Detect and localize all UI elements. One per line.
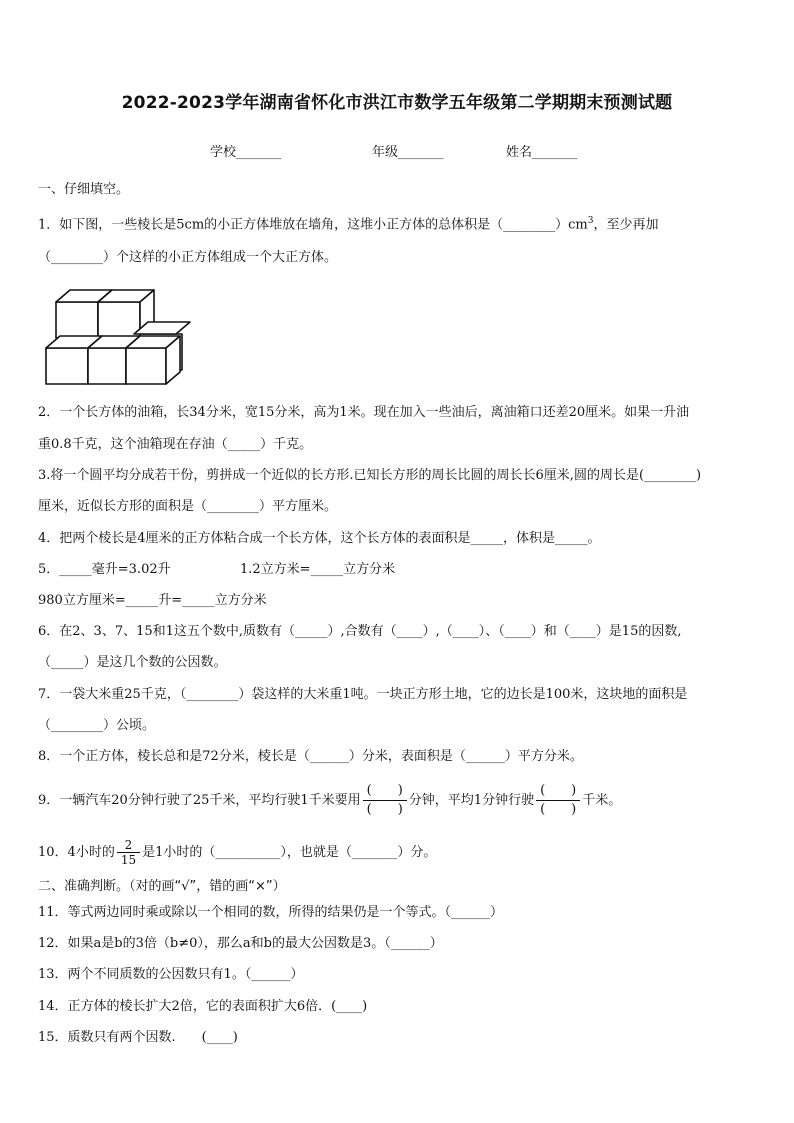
q5-part-a: 5．_____毫升=3.02升 — [38, 562, 171, 577]
question-14: 14．正方体的棱长扩大2倍，它的表面积扩大6倍．(____) — [38, 999, 368, 1014]
q9-text-c: 千米。 — [582, 793, 622, 808]
question-1-line-1 — [38, 212, 763, 234]
q1-text-b: ，至少再加 — [593, 217, 659, 233]
q9-fraction-2 — [536, 782, 580, 819]
q9-fraction-2-denominator: ( ) — [540, 802, 577, 817]
page-title: 2022-2023学年湖南省怀化市洪江市数学五年级第二学期期末预测试题 — [121, 93, 673, 113]
question-5-line-1 — [38, 561, 763, 579]
cube-bottom-3 — [126, 336, 180, 384]
grade-field: 年级_______ — [372, 145, 444, 160]
school-field: 学校_______ — [210, 145, 282, 160]
q1-text-a: 1．如下图，一些棱长是5cm的小正方体堆放在墙角，这堆小正方体的总体积是（________）cm — [38, 217, 588, 233]
question-4: 4．把两个棱长是4厘米的正方体粘合成一个长方体，这个长方体的表面积是_____，体积是_____。 — [38, 531, 601, 546]
q9-fraction-1-denominator: ( ) — [366, 802, 403, 817]
question-6-line-1: 6．在2、3、7、15和1这五个数中,质数有（_____）,合数有（____）,（____）、（____）和（____）是15的因数, — [38, 624, 682, 639]
q10-fraction-denominator: 15 — [120, 853, 137, 867]
q10-fraction — [117, 838, 140, 867]
question-3-line-2: 厘米，近似长方形的面积是（________）平方厘米。 — [38, 499, 338, 514]
question-6-line-2: （_____）是这几个数的公因数。 — [38, 655, 227, 670]
question-15: 15．质数只有两个因数. (____) — [38, 1030, 238, 1045]
q9-fraction-1 — [363, 782, 407, 819]
q9-fraction-2-numerator: ( ) — [536, 782, 580, 801]
question-13: 13．两个不同质数的公因数只有1。（______） — [38, 967, 304, 982]
question-3-line-1: 3.将一个圆平均分成若干份，剪拼成一个近似的长方形.已知长方形的周长比圆的周长长6厘米,圆的周长是(________) — [38, 468, 702, 483]
question-12: 12．如果a是b的3倍（b≠0），那么a和b的最大公因数是3。（______） — [38, 936, 443, 951]
question-1-line-2: （________）个这样的小正方体组成一个大正方体。 — [38, 250, 338, 265]
q9-text-a: 9．一辆汽车20分钟行驶了25千米，平均行驶1千米要用 — [38, 793, 361, 808]
question-7-line-2: （________）公顷。 — [38, 718, 156, 733]
q5-part-b: 1.2立方米=_____立方分米 — [240, 562, 396, 577]
q9-text-b: 分钟，平均1分钟行驶 — [408, 793, 535, 808]
section-fill-in-heading: 一、仔细填空。 — [38, 182, 130, 197]
q9-fraction-1-numerator: ( ) — [363, 782, 407, 801]
q10-fraction-numerator: 2 — [117, 838, 140, 853]
name-field: 姓名_______ — [506, 145, 578, 160]
q10-text-b: 是1小时的（__________），也就是（_______）分。 — [142, 845, 437, 860]
section-judgment-heading: 二、准确判断。（对的画“√”，错的画“×”） — [38, 879, 286, 894]
stacked-cubes-figure — [42, 284, 192, 388]
question-2-line-1: 2．一个长方体的油箱，长34分米，宽15分米，高为1米。现在加入一些油后，离油箱口还差20厘米。如果一升油 — [38, 405, 690, 420]
question-2-line-2: 重0.8千克，这个油箱现在存油（_____）千克。 — [38, 437, 313, 452]
question-11: 11．等式两边同时乘或除以一个相同的数，所得的结果仍是一个等式。（______） — [38, 905, 504, 920]
question-7-line-1: 7．一袋大米重25千克，（________）袋这样的大米重1吨。一块正方形土地，它的边长是100米，这块地的面积是 — [38, 687, 688, 702]
question-5-line-2: 980立方厘米=_____升=_____立方分米 — [38, 593, 267, 608]
question-10 — [38, 834, 763, 872]
q1-superscript: 3 — [587, 216, 594, 226]
question-9 — [38, 779, 763, 823]
question-8: 8．一个正方体，棱长总和是72分米，棱长是（______）分米，表面积是（______）平方分米。 — [38, 749, 583, 764]
q10-text-a: 10．4小时的 — [38, 845, 115, 860]
